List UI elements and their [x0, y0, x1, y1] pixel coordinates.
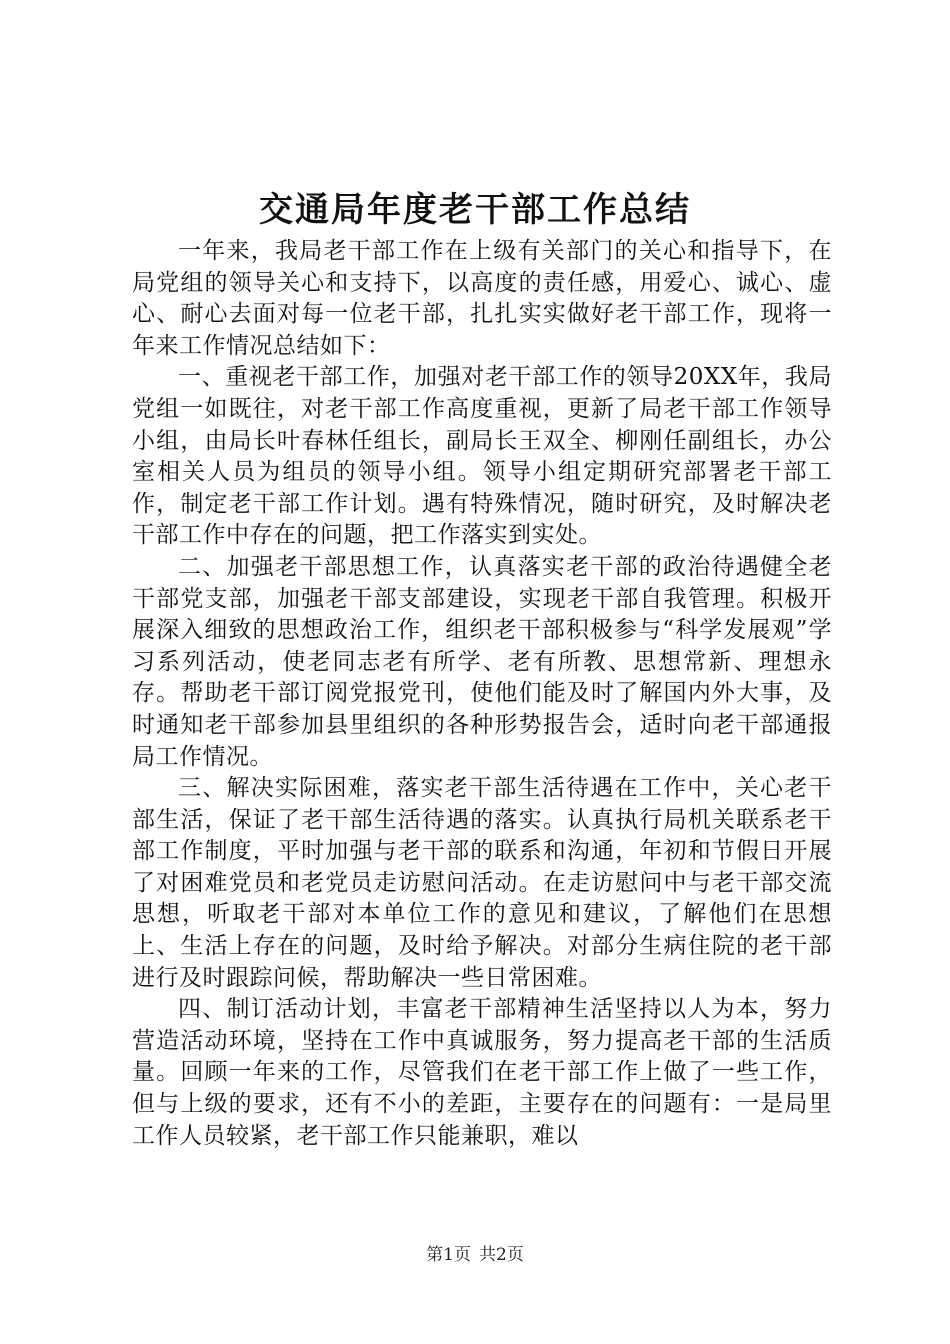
- paragraph-intro: 一年来，我局老干部工作在上级有关部门的关心和指导下，在局党组的领导关心和支持下，以高度的责任感，用爱心、诚心、虚心、耐心去面对每一位老干部，扎扎实实做好老干部工作，现将一年来工作情况总结如下：: [132, 238, 832, 359]
- document-body: [132, 236, 832, 1152]
- paragraph-section-4: 四、制订活动计划，丰富老干部精神生活坚持以人为本，努力营造活动环境，坚持在工作中真诚服务，努力提高老干部的生活质量。回顾一年来的工作，尽管我们在老干部工作上做了一些工作，但与上级的要求，还有不小的差距，主要存在的问题有：一是局里工作人员较紧，老干部工作只能兼职，难以: [132, 996, 832, 1149]
- page-number: 第1页: [426, 1245, 471, 1265]
- page-total: 共2页: [479, 1245, 524, 1265]
- paragraph-section-1: 一、重视老干部工作，加强对老干部工作的领导20XX年，我局党组一如既往，对老干部工作高度重视，更新了局老干部工作领导小组，由局长叶春林任组长，副局长王双全、柳刚任副组长，办公室相关人员为组员的领导小组。领导小组定期研究部署老干部工作，制定老干部工作计划。遇有特殊情况，随时研究，及时解决老干部工作中存在的问题，把工作落实到实处。: [132, 364, 832, 549]
- paragraph-section-3: 三、解决实际困难，落实老干部生活待遇在工作中，关心老干部生活，保证了老干部生活待遇的落实。认真执行局机关联系老干部工作制度，平时加强与老干部的联系和沟通，年初和节假日开展了对困难党员和老党员走访慰问活动。在走访慰问中与老干部交流思想，听取老干部对本单位工作的意见和建议，了解他们在思想上、生活上存在的问题，及时给予解决。对部分生病住院的老干部进行及时跟踪问候，帮助解决一些日常困难。: [132, 775, 832, 991]
- paragraph-section-2: 二、加强老干部思想工作，认真落实老干部的政治待遇健全老干部党支部，加强老干部支部建设，实现老干部自我管理。积极开展深入细致的思想政治工作，组织老干部积极参与“科学发展观”学习系列活动，使老同志老有所学、老有所教、思想常新、理想永存。帮助老干部订阅党报党刊，使他们能及时了解国内外大事，及时通知老干部参加县里组织的各种形势报告会，适时向老干部通报局工作情况。: [132, 553, 832, 770]
- document-title: 交通局年度老干部工作总结: [259, 190, 691, 230]
- page-footer: [0, 1244, 950, 1266]
